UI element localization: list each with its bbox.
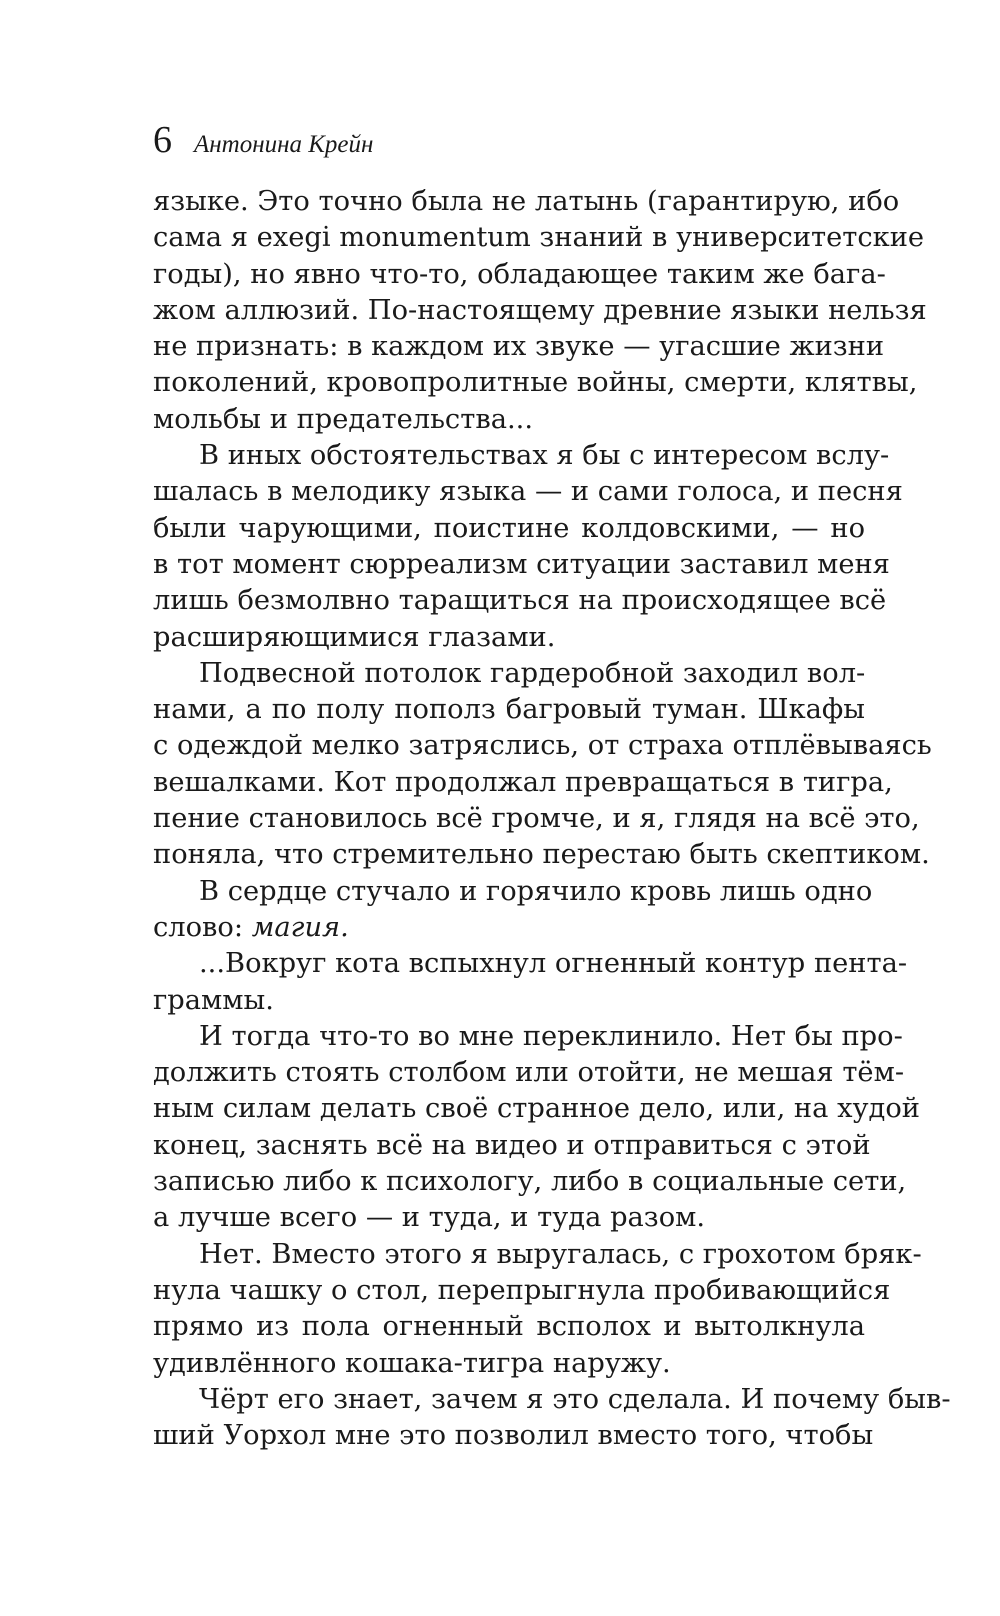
text-line: с одеждой мелко затряслись, от страха отплёвываясь [153, 730, 932, 762]
text-line: Нет. Вместо этого я выругалась, с грохотом бряк- [199, 1238, 922, 1270]
text-fragment: слово: [153, 911, 244, 943]
text-line: граммы. [153, 984, 274, 1016]
page-number: 6 [153, 119, 172, 161]
text-line: жом аллюзий. По-настоящему древние языки нельзя [153, 294, 927, 326]
text-line: в тот момент сюрреализм ситуации заставил меня [153, 548, 890, 580]
text-line: языке. Это точно была не латынь (гарантирую, ибо [153, 186, 900, 217]
author-name: Антонина Крейн [194, 131, 374, 158]
text-line: нула чашку о стол, перепрыгнула пробивающийся [153, 1274, 891, 1306]
text-line: шалась в мелодику языка — и сами голоса, и песня [153, 476, 903, 508]
text-line: лишь безмолвно таращиться на происходящее всё [153, 585, 887, 617]
text-line: должить стоять столбом или отойти, не мешая тём- [153, 1057, 905, 1089]
text-line: пение становилось всё громче, и я, глядя на всё это, [153, 803, 920, 835]
text-line: И тогда что-то во мне переклинило. Нет бы про- [199, 1020, 903, 1052]
text-line: сама я exegi monumentum знаний в университетские [153, 222, 925, 254]
text-line: конец, заснять всё на видео и отправиться с этой [153, 1129, 871, 1161]
text-line: прямо из пола огненный всполох и вытолкнула [153, 1311, 865, 1343]
text-line: не признать: в каждом их звуке — угасшие жизни [153, 331, 885, 363]
text-line: нами, а по полу пополз багровый туман. Шкафы [153, 694, 865, 726]
text-line: ший Уорхол мне это позволил вместо того, чтобы [153, 1420, 874, 1452]
text-line: мольбы и предательства... [153, 403, 533, 435]
text-line: были чарующими, поистине колдовскими, — но [153, 512, 865, 544]
text-line: В сердце стучало и горячило кровь лишь одно [199, 875, 873, 907]
text-line: ным силам делать своё странное дело, или, на худой [153, 1093, 920, 1125]
text-line: годы), но явно что-то, обладающее таким же бага- [153, 258, 886, 290]
text-line: удивлённого кошака-тигра наружу. [153, 1347, 671, 1379]
text-line: вешалками. Кот продолжал превращаться в тигра, [153, 766, 893, 798]
text-line [153, 910, 865, 946]
text-line: ...Вокруг кота вспыхнул огненный контур пента- [199, 948, 908, 980]
text-line: а лучше всего — и туда, и туда разом. [153, 1202, 706, 1234]
text-line: поняла, что стремительно перестаю быть скептиком. [153, 839, 930, 871]
text-line: Подвесной потолок гардеробной заходил вол- [199, 657, 866, 689]
body-text [153, 184, 951, 1454]
text-line: В иных обстоятельствах я бы с интересом вслу- [199, 440, 890, 472]
running-head [153, 118, 373, 168]
emphasized-word: магия. [251, 911, 349, 943]
text-line: Чёрт его знает, зачем я это сделала. И почему быв- [199, 1383, 951, 1415]
text-line: записью либо к психологу, либо в социальные сети, [153, 1166, 907, 1198]
text-line: поколений, кровопролитные войны, смерти, клятвы, [153, 367, 918, 399]
text-line: расширяющимися глазами. [153, 621, 556, 653]
